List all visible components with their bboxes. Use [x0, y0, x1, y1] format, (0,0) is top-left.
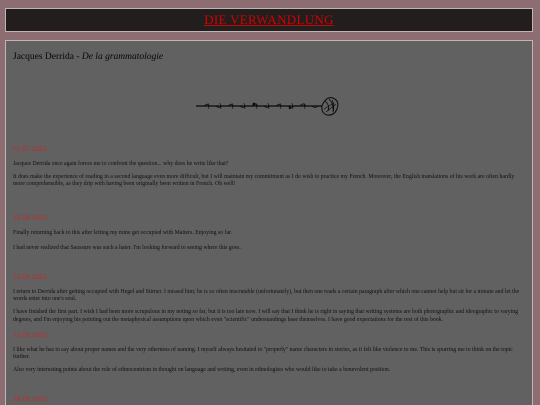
post-separator: -	[73, 52, 82, 62]
ornamental-divider-icon	[194, 93, 344, 117]
journal-entries	[13, 144, 525, 403]
entry-paragraph: It does make the experience of reading in a second language even more difficult, but I will maintain my commitment as I do wish to practice my French. Moreover, the English translations of his work are often hardly more comprehensible, as they drip with having been originally been written in French. Oh well!	[13, 174, 515, 188]
entry-date: 18.09.2023	[13, 394, 47, 404]
journal-entry	[13, 213, 525, 252]
journal-entry	[13, 272, 525, 324]
content-panel	[5, 40, 533, 405]
journal-entry	[13, 330, 525, 375]
entry-paragraph: I have finished the first part. I wish I had been more scrupulous in my noting so far, but it is too late now. I will say that I think he is right in saying that writing systems are both photographic and ideographic to varying degrees, and I'm enjoying his pointing out the metaphysical assumptions upon which even "scientific" understandings base themselves. I have good expectations for the rest of this book.	[13, 309, 519, 323]
entry-date: 12.08.2023	[13, 212, 47, 222]
entry-date: 13.09.2023	[13, 272, 47, 282]
post-heading	[13, 52, 525, 66]
entry-paragraph: Also very interesting points about the role of ethnocentrism in thought on language and writing, even in ethnologists who would like to take a benevolent position.	[13, 367, 391, 374]
entry-paragraph: Jacques Derrida once again forces me to confront the question... why does he write like that?	[13, 161, 229, 167]
entry-date: 01.07.2023	[13, 144, 47, 153]
entry-paragraph: I had never realized that Saussure was such a hater. I'm looking forward to seeing where this goes.	[13, 244, 241, 251]
entry-paragraph: I return to Derrida after getting occupied with Hegel and Stirner. I missed him; he is so often inscrutable (unfortunately), but then one reads a certain paragraph after which one cannot help but sit for a minute and let the words enter into one's soul.	[13, 289, 520, 303]
post-author: Jacques Derrida	[13, 52, 74, 62]
entry-paragraph: Finally returning back to this after letting my mine get occupied with Matters. Enjoying so far.	[13, 229, 233, 236]
site-header	[5, 8, 533, 32]
entry-date: 15.09.2023	[13, 329, 47, 339]
entry-paragraph: I like what he has to say about proper names and the very otherness of naming. I myself always hesitated to "properly" name characters in stories, as it felt like violence to me. This is spurring me to think on the topic further.	[13, 346, 513, 361]
post-book-title: De la grammatologie	[81, 52, 164, 62]
site-title-link[interactable]: DIE VERWANDLUNG	[204, 12, 334, 27]
journal-entry	[13, 144, 525, 189]
journal-entry	[13, 394, 525, 403]
